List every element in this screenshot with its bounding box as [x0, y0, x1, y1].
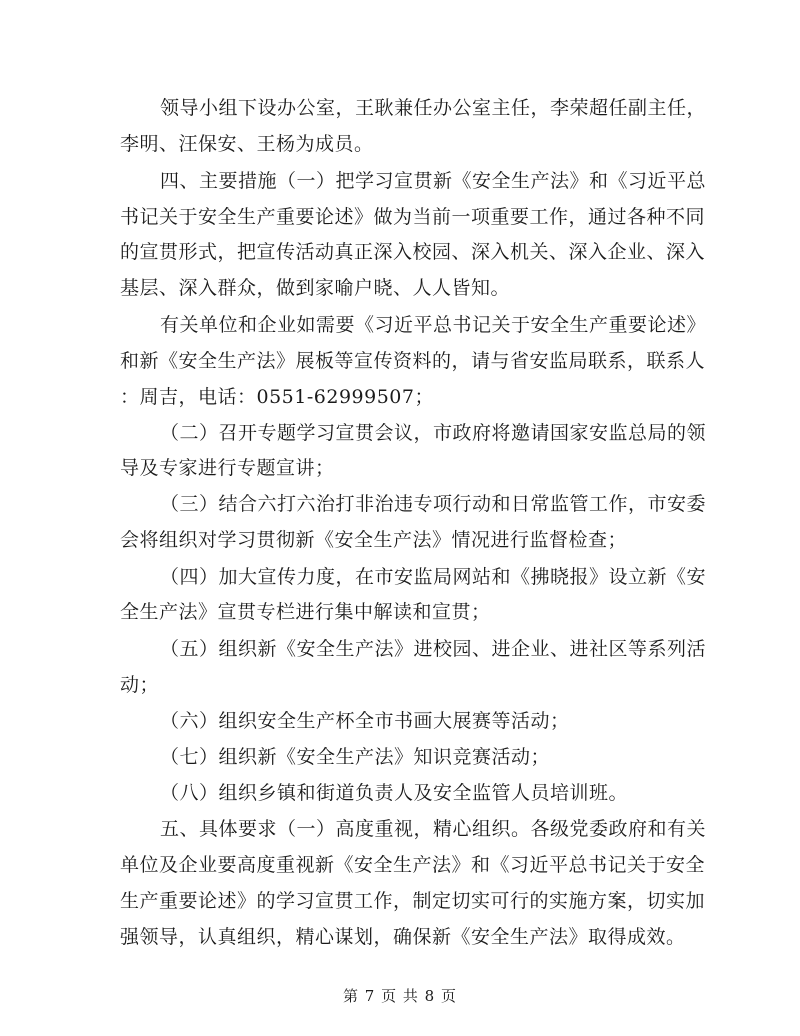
- text-line: 单位及企业要高度重视新《安全生产法》和《习近平总书记关于安全: [120, 854, 706, 876]
- text-line: 导及专家进行专题宣讲；: [120, 457, 335, 479]
- text-line: 会将组织对学习贯彻新《安全生产法》情况进行监督检查；: [120, 529, 628, 551]
- text-line: 全生产法》宣贯专栏进行集中解读和宣贯；: [120, 601, 491, 623]
- text-line: 有关单位和企业如需要《习近平总书记关于安全生产重要论述》: [160, 314, 707, 336]
- text-line: 和新《安全生产法》展板等宣传资料的，请与省安监局联系，联系人: [120, 350, 706, 372]
- text-line: 领导小组下设办公室，王耿兼任办公室主任，李荣超任副主任，: [160, 97, 707, 119]
- text-line: 书记关于安全生产重要论述》做为当前一项重要工作，通过各种不同: [120, 206, 706, 228]
- text-line: （五）组织新《安全生产法》进校园、进企业、进社区等系列活: [160, 638, 707, 660]
- text-line: 五、具体要求（一）高度重视，精心组织。各级党委政府和有关: [160, 818, 707, 840]
- text-line: 李明、汪保安、王杨为成员。: [120, 133, 374, 155]
- text-line: 强领导，认真组织，精心谋划，确保新《安全生产法》取得成效。: [120, 926, 686, 948]
- text-line: 生产重要论述》的学习宣贯工作，制定切实可行的实施方案，切实加: [120, 890, 706, 912]
- text-line: （八）组织乡镇和街道负责人及安全监管人员培训班。: [160, 782, 629, 804]
- text-line: 基层、深入群众，做到家喻户晓、人人皆知。: [120, 277, 511, 299]
- text-line: 四、主要措施（一）把学习宣贯新《安全生产法》和《习近平总: [160, 170, 707, 192]
- text-line: 的宣贯形式，把宣传活动真正深入校园、深入机关、深入企业、深入: [120, 241, 706, 263]
- text-line: （四）加大宣传力度，在市安监局网站和《拂晓报》设立新《安: [160, 566, 707, 588]
- text-line: （七）组织新《安全生产法》知识竞赛活动；: [160, 746, 551, 768]
- text-line: 动；: [120, 674, 160, 696]
- text-line: （二）召开专题学习宣贯会议，市政府将邀请国家安监总局的领: [160, 422, 707, 444]
- text-line: （三）结合六打六治打非治违专项行动和日常监管工作，市安委: [160, 493, 707, 515]
- text-line: ：周吉，电话：0551-62999507；: [120, 386, 434, 408]
- text-line: （六）组织安全生产杯全市书画大展赛等活动；: [160, 710, 570, 732]
- page-number: 第 7 页 共 8 页: [343, 987, 457, 1005]
